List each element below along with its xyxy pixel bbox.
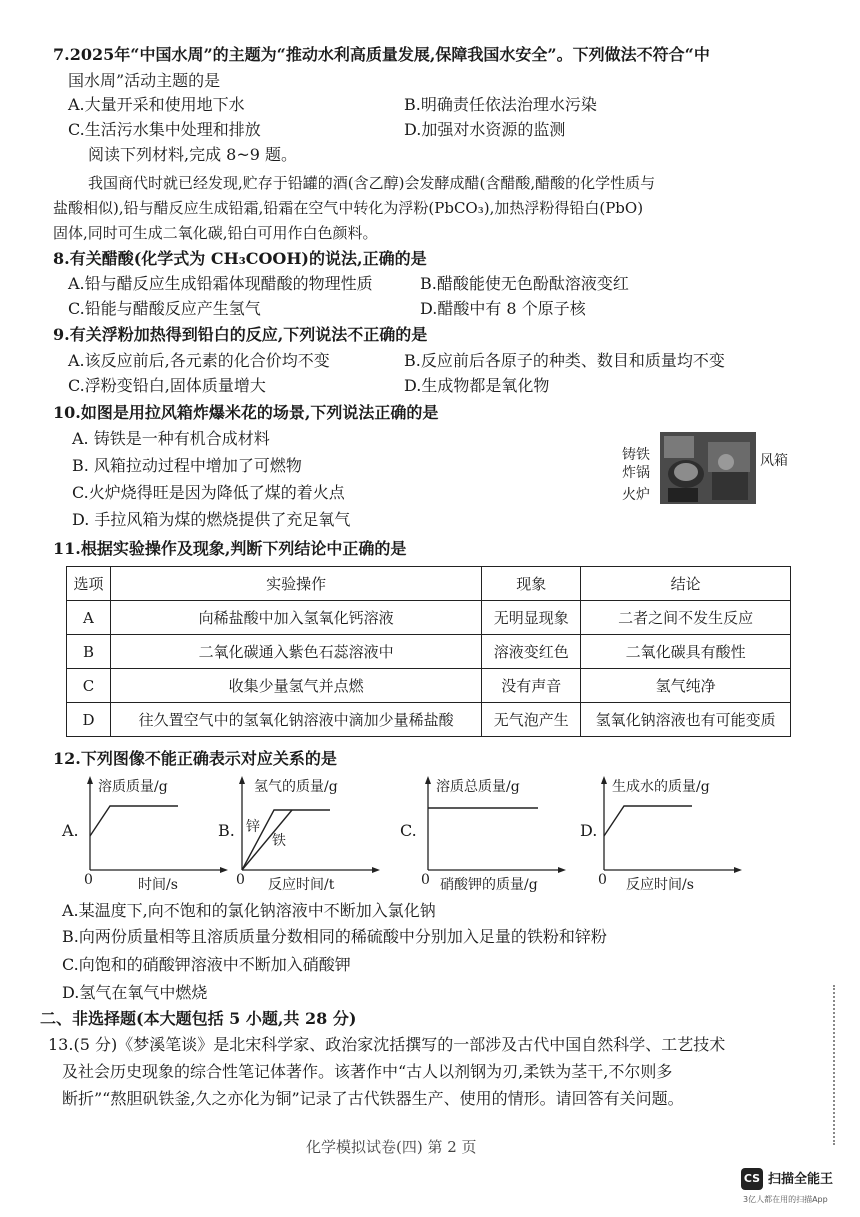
table-row xyxy=(67,601,791,635)
cell-conclusion: 氢氧化钠溶液也有可能变质 xyxy=(581,703,791,737)
reading-paragraph-line3: 固体,同时可生成二氧化碳,铅白可用作白色颜料。 xyxy=(53,224,378,242)
q7-stem-line1: 7.2025年“中国水周”的主题为“推动水利高质量发展,保障我国水安全”。下列做法不符合“中 xyxy=(53,45,710,64)
graph-c-letter: C. xyxy=(400,821,417,840)
q13-line3: 断折”“熬胆矾铁釜,久之亦化为铜”记录了古代铁器生产、使用的情形。请回答有关问题。 xyxy=(62,1089,684,1108)
q9-option-d: D.生成物都是氧化物 xyxy=(404,376,550,395)
table-row xyxy=(67,635,791,669)
graph-a-xlabel: 时间/s xyxy=(138,877,178,893)
q9-stem: 9.有关浮粉加热得到铅白的反应,下列说法不正确的是 xyxy=(53,325,428,344)
q9-option-c: C.浮粉变铅白,固体质量增大 xyxy=(68,376,266,395)
q7-option-d: D.加强对水资源的监测 xyxy=(404,120,566,139)
label-cast-iron: 铸铁 xyxy=(622,447,650,463)
graph-b-iron-label: 铁 xyxy=(272,833,286,849)
graph-c-xlabel: 硝酸钾的质量/g xyxy=(440,877,538,893)
q7-option-a: A.大量开采和使用地下水 xyxy=(68,95,245,114)
graph-b-origin: 0 xyxy=(236,872,245,888)
q10-stem: 10.如图是用拉风箱炸爆米花的场景,下列说法正确的是 xyxy=(53,403,439,422)
label-stove: 火炉 xyxy=(622,487,650,503)
cell-conclusion: 氢气纯净 xyxy=(581,669,791,703)
cell-option: D xyxy=(67,703,111,737)
header-phenomenon: 现象 xyxy=(482,567,581,601)
q8-option-b: B.醋酸能使无色酚酞溶液变红 xyxy=(420,274,629,293)
camscanner-logo-icon: CS xyxy=(741,1168,763,1190)
graph-a-letter: A. xyxy=(62,821,79,840)
graph-d-origin: 0 xyxy=(598,872,607,888)
graph-b-xlabel: 反应时间/t xyxy=(268,877,335,893)
camscanner-tagline: 3亿人都在用的扫描App xyxy=(743,1195,828,1204)
cell-conclusion: 二氧化碳具有酸性 xyxy=(581,635,791,669)
cell-operation: 向稀盐酸中加入氢氧化钙溶液 xyxy=(110,601,481,635)
q13-line1: 13.(5 分)《梦溪笔谈》是北宋科学家、政治家沈括撰写的一部涉及古代中国自然科学、工艺技术 xyxy=(48,1035,726,1054)
graph-d-ylabel: 生成水的质量/g xyxy=(612,779,710,795)
cell-phenomenon: 无气泡产生 xyxy=(482,703,581,737)
graph-c-ylabel: 溶质总质量/g xyxy=(436,779,520,795)
q12-option-a: A.某温度下,向不饱和的氯化钠溶液中不断加入氯化钠 xyxy=(62,901,436,920)
q7-option-b: B.明确责任依法治理水污染 xyxy=(404,95,597,114)
graph-a-ylabel: 溶质质量/g xyxy=(98,779,168,795)
cell-phenomenon: 溶液变红色 xyxy=(482,635,581,669)
cell-option: A xyxy=(67,601,111,635)
q8-stem: 8.有关醋酸(化学式为 CH₃COOH)的说法,正确的是 xyxy=(53,249,427,268)
q12-option-d: D.氢气在氧气中燃烧 xyxy=(62,983,208,1002)
popcorn-bellows-photo xyxy=(660,432,756,504)
cell-phenomenon: 无明显现象 xyxy=(482,601,581,635)
q11-stem: 11.根据实验操作及现象,判断下列结论中正确的是 xyxy=(53,539,407,558)
binding-margin-dots xyxy=(833,985,837,1145)
cell-option: B xyxy=(67,635,111,669)
q12-option-b: B.向两份质量相等且溶质质量分数相同的稀硫酸中分别加入足量的铁粉和锌粉 xyxy=(62,927,607,946)
q10-option-c: C.火炉烧得旺是因为降低了煤的着火点 xyxy=(72,483,345,502)
q7-option-c: C.生活污水集中处理和排放 xyxy=(68,120,261,139)
q8-option-d: D.醋酸中有 8 个原子核 xyxy=(420,299,586,318)
cell-conclusion: 二者之间不发生反应 xyxy=(581,601,791,635)
graph-d-xlabel: 反应时间/s xyxy=(626,877,694,893)
q12-stem: 12.下列图像不能正确表示对应关系的是 xyxy=(53,749,337,768)
reading-paragraph-line1: 我国商代时就已经发现,贮存于铅罐的酒(含乙醇)会发酵成醋(含醋酸,醋酸的化学性质与 xyxy=(88,174,656,192)
graph-b-letter: B. xyxy=(218,821,235,840)
q10-option-b: B. 风箱拉动过程中增加了可燃物 xyxy=(72,456,302,475)
graph-b-zinc-label: 锌 xyxy=(246,819,260,835)
q10-option-d: D. 手拉风箱为煤的燃烧提供了充足氧气 xyxy=(72,510,351,529)
table-row xyxy=(67,703,791,737)
q9-option-b: B.反应前后各原子的种类、数目和质量均不变 xyxy=(404,351,725,370)
q13-line2: 及社会历史现象的综合性笔记体著作。该著作中“古人以剂钢为刃,柔铁为茎干,不尔则多 xyxy=(62,1062,673,1081)
q12-option-c: C.向饱和的硝酸钾溶液中不断加入硝酸钾 xyxy=(62,955,351,974)
header-conclusion: 结论 xyxy=(581,567,791,601)
label-bellows: 风箱 xyxy=(760,453,788,469)
reading-paragraph-line2: 盐酸相似),铅与醋反应生成铅霜,铅霜在空气中转化为浮粉(PbCO₃),加热浮粉得铅白(PbO) xyxy=(53,199,644,217)
q10-option-a: A. 铸铁是一种有机合成材料 xyxy=(72,429,270,448)
q8-option-a: A.铅与醋反应生成铅霜体现醋酸的物理性质 xyxy=(68,274,373,293)
cell-operation: 二氧化碳通入紫色石蕊溶液中 xyxy=(110,635,481,669)
page-footer: 化学模拟试卷(四) 第 2 页 xyxy=(306,1138,477,1156)
graph-d-letter: D. xyxy=(580,821,598,840)
table-row xyxy=(67,669,791,703)
q7-stem-line2: 国水周”活动主题的是 xyxy=(68,71,221,90)
camscanner-watermark xyxy=(741,1168,851,1208)
cell-operation: 往久置空气中的氢氧化钠溶液中滴加少量稀盐酸 xyxy=(110,703,481,737)
header-operation: 实验操作 xyxy=(110,567,481,601)
section-two-heading: 二、非选择题(本大题包括 5 小题,共 28 分) xyxy=(40,1009,357,1028)
q8-option-c: C.铅能与醋酸反应产生氢气 xyxy=(68,299,261,318)
cell-phenomenon: 没有声音 xyxy=(482,669,581,703)
label-frying-pot: 炸锅 xyxy=(622,465,650,481)
graph-a-origin: 0 xyxy=(84,872,93,888)
reading-intro: 阅读下列材料,完成 8~9 题。 xyxy=(88,145,298,164)
header-option: 选项 xyxy=(67,567,111,601)
graph-c-origin: 0 xyxy=(421,872,430,888)
q9-option-a: A.该反应前后,各元素的化合价均不变 xyxy=(68,351,330,370)
cell-operation: 收集少量氢气并点燃 xyxy=(110,669,481,703)
cell-option: C xyxy=(67,669,111,703)
experiment-table xyxy=(66,566,791,737)
table-header-row xyxy=(67,567,791,601)
graph-b-ylabel: 氢气的质量/g xyxy=(254,779,338,795)
camscanner-name: 扫描全能王 xyxy=(768,1172,834,1187)
